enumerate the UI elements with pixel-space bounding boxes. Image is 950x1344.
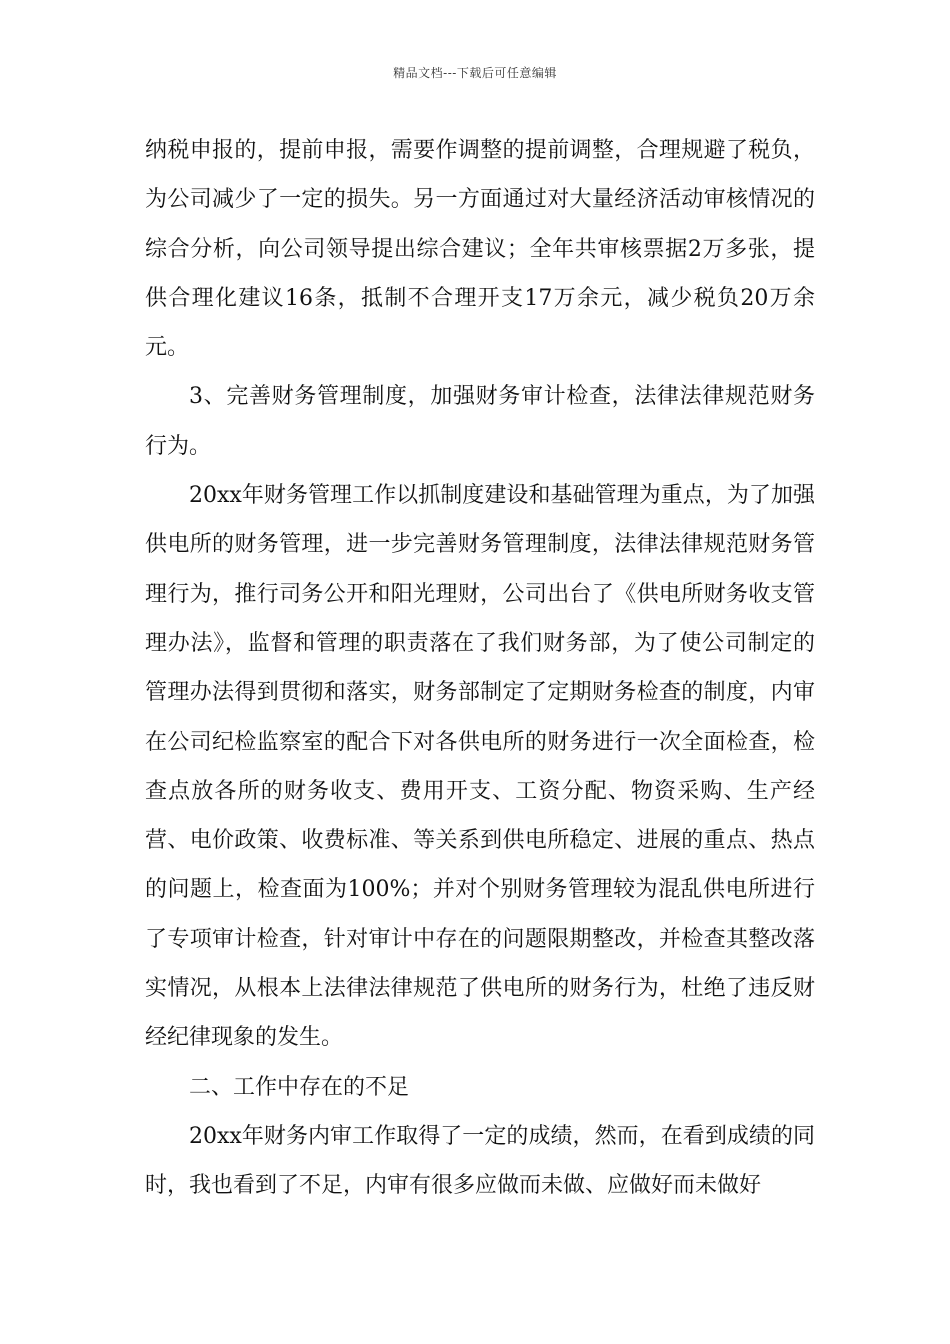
paragraph-shortcomings: 20xx年财务内审工作取得了一定的成绩，然而，在看到成绩的同时，我也看到了不足，内审有很多应做而未做、应做好而未做好 bbox=[145, 1123, 815, 1199]
document-body bbox=[145, 126, 815, 1211]
paragraph-section-3-heading: 3、完善财务管理制度，加强财务审计检查，法律法律规范财务行为。 bbox=[145, 384, 815, 459]
page-header: 精品文档---下载后可任意编辑 bbox=[393, 66, 557, 80]
paragraph-section-2-heading: 二、工作中存在的不足 bbox=[189, 1074, 410, 1100]
paragraph-financial-management: 20xx年财务管理工作以抓制度建设和基础管理为重点，为了加强供电所的财务管理，进一步完善财务管理制度，法律法律规范财务管理行为，推行司务公开和阳光理财，公司出台了《供电所财务收支管理办法》，监督和管理的职责落在了我们财务部，为了使公司制定的管理办法得到贯彻和落实，财务部制定了定期财务检查的制度，内审在公司纪检监察室的配合下对各供电所的财务进行一次全面检查，检查点放各所的财务收支、费用开支、工资分配、物资采购、生产经营、电价政策、收费标准、等关系到供电所稳定、进展的重点、热点的问题上，检查面为100%；并对个别财务管理较为混乱供电所进行了专项审计检查，针对审计中存在的问题限期整改，并检查其整改落实情况，从根本上法律法律规范了供电所的财务行为，杜绝了违反财经纪律现象的发生。 bbox=[145, 483, 815, 1051]
paragraph-tax-summary: 纳税申报的，提前申报，需要作调整的提前调整，合理规避了税负，为公司减少了一定的损失。另一方面通过对大量经济活动审核情况的综合分析，向公司领导提出综合建议；全年共审核票据2万多张，提供合理化建议16条，抵制不合理开支17万余元，减少税负20万余元。 bbox=[145, 138, 815, 361]
